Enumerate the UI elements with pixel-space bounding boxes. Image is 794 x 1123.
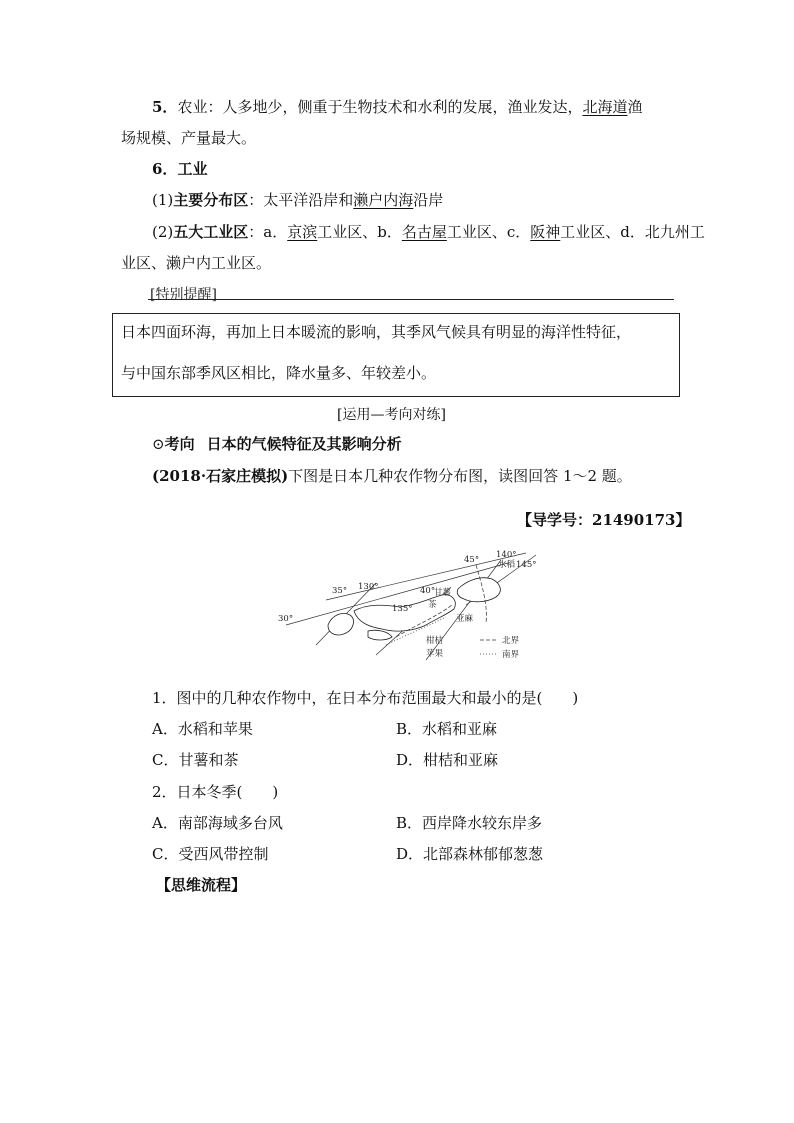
industry-heading bbox=[152, 159, 207, 179]
topic-label: 考向 bbox=[164, 435, 195, 453]
lat-label-40: 40° bbox=[420, 586, 436, 596]
lat-label-35: 35° bbox=[332, 586, 348, 596]
industry-sub-2 bbox=[152, 222, 705, 242]
agriculture-text-tail: 渔 bbox=[627, 98, 643, 116]
lat-label-45: 45° bbox=[464, 555, 480, 565]
question-2-option-b: B．西岸降水较东岸多 bbox=[396, 814, 543, 832]
legend-south-label: 南界 bbox=[502, 650, 520, 660]
hokkaido-island bbox=[457, 578, 500, 602]
kyushu-island bbox=[328, 613, 353, 634]
crop-label-sweet-potato: 甘薯 bbox=[434, 588, 452, 598]
sub1-label: 主要分布区 bbox=[173, 191, 249, 209]
question-2-stem: 2．日本冬季( ) bbox=[152, 783, 279, 801]
sub2-text-b: 工业区、b． bbox=[317, 223, 402, 241]
sub2-text-a: ：a． bbox=[248, 223, 288, 241]
sub1-text-b: 沿岸 bbox=[413, 191, 444, 209]
tip-box bbox=[112, 313, 680, 397]
lon-label-135: 135° bbox=[392, 604, 413, 614]
question-2-option-a: A．南部海域多台风 bbox=[152, 814, 283, 832]
source-line bbox=[152, 466, 632, 486]
lat-label-30: 30° bbox=[278, 614, 294, 624]
crop-label-flax: 亚麻 bbox=[456, 614, 474, 624]
sub2-text-d: 工业区、d．北九州工 bbox=[560, 223, 705, 241]
question-1-stem: 1．图中的几种农作物中，在日本分布范围最大和最小的是( ) bbox=[152, 689, 579, 707]
topic-title: 日本的气候特征及其影响分析 bbox=[206, 435, 402, 453]
keihin-term: 京滨 bbox=[287, 223, 318, 241]
agriculture-label: 农业 bbox=[177, 98, 208, 116]
lon-label-145: 145° bbox=[516, 560, 537, 570]
thinking-flow-label: 【思维流程】 bbox=[156, 876, 247, 894]
industry-sub-1 bbox=[152, 190, 443, 210]
tip-label: [特别提醒] bbox=[150, 287, 217, 303]
crop-label-apple: 苹果 bbox=[426, 649, 444, 659]
shikoku-island bbox=[368, 630, 392, 640]
hokkaido-term: 北海道 bbox=[582, 98, 628, 116]
source-text: 下图是日本几种农作物分布图，读图回答 1～2 题。 bbox=[288, 467, 632, 485]
guide-number: 【导学号：21490173】 bbox=[517, 511, 691, 529]
crop-label-tea: 茶 bbox=[428, 600, 437, 610]
sub2-label: 五大工业区 bbox=[173, 223, 249, 241]
legend-north-label: 北界 bbox=[502, 636, 520, 646]
agriculture-line-1 bbox=[152, 97, 643, 117]
sub1-text-a: ：太平洋沿岸和 bbox=[248, 191, 354, 209]
practice-header: [运用—考向对练] bbox=[337, 407, 446, 423]
question-1-option-a: A．水稻和苹果 bbox=[152, 720, 253, 738]
sub2-text-c: 工业区、c． bbox=[446, 223, 531, 241]
topic-symbol: ⊙ bbox=[152, 435, 165, 453]
industry-number: 6． bbox=[152, 160, 178, 178]
question-1-option-d: D．柑桔和亚麻 bbox=[396, 751, 499, 769]
lon-label-130: 130° bbox=[358, 582, 379, 592]
hanshin-term: 阪神 bbox=[530, 223, 561, 241]
industry-label: 工业 bbox=[177, 160, 208, 178]
agriculture-line-2: 场规模、产量最大。 bbox=[121, 129, 257, 147]
sub2-prefix: (2) bbox=[152, 223, 174, 241]
lon-label-140: 140° bbox=[496, 550, 517, 560]
agriculture-text: ：人多地少，侧重于生物技术和水利的发展，渔业发达， bbox=[207, 98, 583, 116]
industry-sub-2-line-2: 业区、濑户内工业区。 bbox=[121, 254, 272, 272]
question-1-option-b: B．水稻和亚麻 bbox=[396, 720, 498, 738]
crop-label-citrus: 柑桔 bbox=[426, 636, 444, 646]
question-2-option-d: D．北部森林郁郁葱葱 bbox=[396, 845, 544, 863]
tip-line-2: 与中国东部季风区相比，降水量多、年较差小。 bbox=[121, 364, 437, 382]
source-label: (2018·石家庄模拟) bbox=[152, 467, 289, 485]
topic-line bbox=[152, 434, 402, 454]
seto-inland-sea-term: 濑户内海 bbox=[353, 191, 414, 209]
agriculture-number: 5． bbox=[152, 98, 178, 116]
question-2-option-c: C．受西风带控制 bbox=[152, 845, 269, 863]
question-1-option-c: C．甘薯和茶 bbox=[152, 751, 239, 769]
sub1-prefix: (1) bbox=[152, 191, 174, 209]
crop-label-rice: 水稻 bbox=[498, 560, 516, 570]
tip-line-1: 日本四面环海，再加上日本暖流的影响，其季风气候具有明显的海洋性特征， bbox=[121, 323, 632, 341]
crop-distribution-map bbox=[276, 545, 546, 665]
nagoya-term: 名古屋 bbox=[401, 223, 447, 241]
tip-divider bbox=[148, 299, 674, 300]
